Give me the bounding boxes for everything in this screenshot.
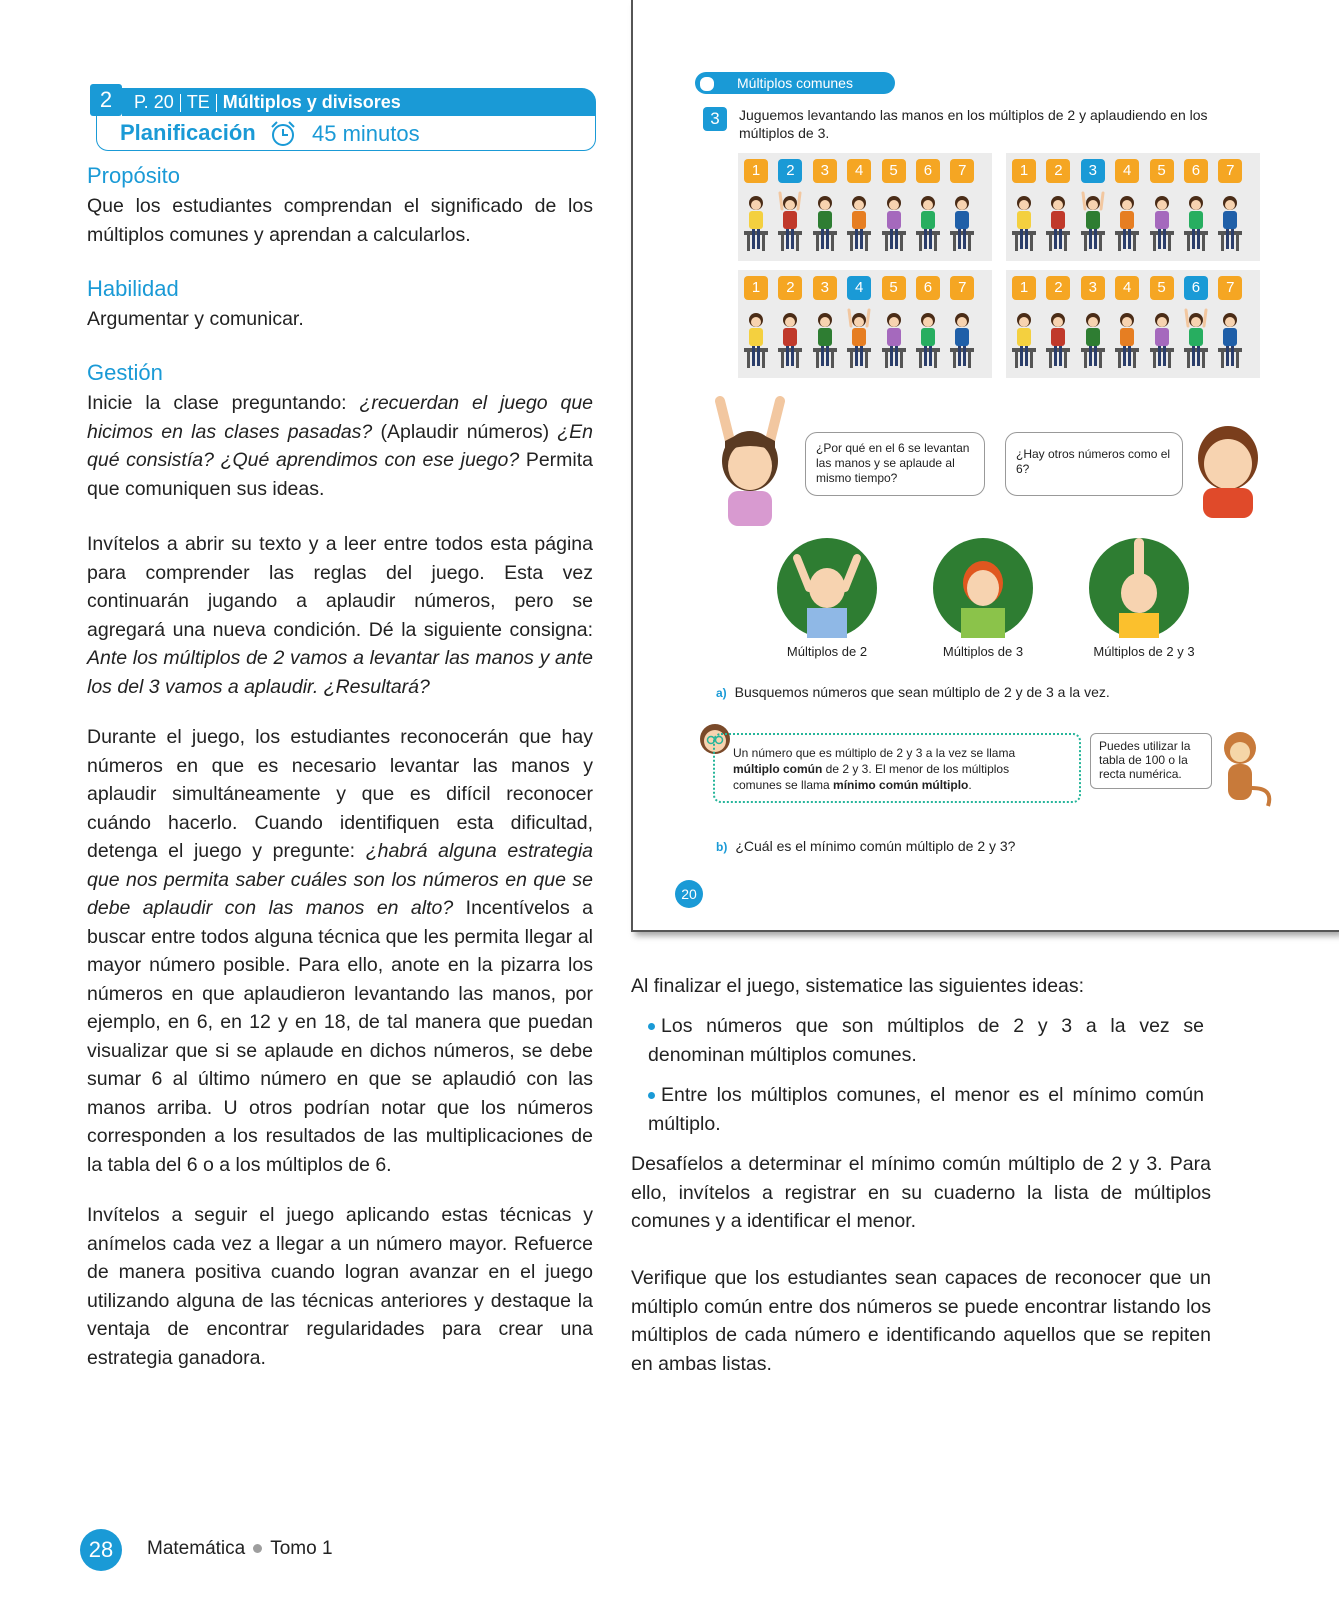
- game-panel: [738, 270, 992, 378]
- seated-child-icon: [847, 191, 871, 255]
- seated-child-icon: [916, 308, 940, 372]
- seated-child-icon: [1012, 308, 1036, 372]
- game-panel: [1006, 270, 1260, 378]
- kid-hands-up-circle: [777, 538, 877, 638]
- management-paragraph-2: Invítelos a abrir su texto y a leer entre todos esta página para comprender las reglas del juego. Esta vez continuarán jugando a aplaudir números, pero se agregará una nueva condición. Dé la siguiente consigna: Ante los múltiplos de 2 vamos a levantar las manos y ante los del 3 vamos a aplaudir. ¿Resultará?: [87, 533, 593, 698]
- number-tile: 3: [813, 159, 837, 183]
- bullet-dot-icon: [253, 1544, 262, 1553]
- number-tile: 4: [847, 159, 871, 183]
- girl-raising-hands-illustration: [700, 396, 800, 526]
- number-tile: 7: [950, 159, 974, 183]
- kid-clapping-hands-up-icon: [1089, 538, 1189, 638]
- question-text: Juguemos levantando las manos en los múltiplos de 2 y aplaudiendo en los múltiplos de 3.: [739, 107, 1208, 141]
- duration: 45 minutos: [312, 121, 420, 146]
- caption-multiples-2-3: Múltiplos de 2 y 3: [1093, 644, 1195, 659]
- number-tile: 3: [1081, 159, 1105, 183]
- bullet-dot-icon: [648, 1092, 655, 1099]
- number-tile: 6: [1184, 159, 1208, 183]
- seated-child-icon: [813, 308, 837, 372]
- number-tile: 5: [1150, 276, 1174, 300]
- number-tile: 3: [1081, 276, 1105, 300]
- item-b: b) ¿Cuál es el mínimo común múltiplo de 2 y 3?: [716, 838, 1016, 854]
- kid-clapping-circle: [933, 538, 1033, 638]
- number-tile: 5: [882, 276, 906, 300]
- number-tile: 2: [1046, 276, 1070, 300]
- kid-hands-up-icon: [777, 538, 877, 638]
- number-tile: 7: [1218, 276, 1242, 300]
- seated-child-icon: [916, 191, 940, 255]
- unit-number-badge: 2: [90, 84, 122, 116]
- seated-child-icon: [1115, 308, 1139, 372]
- number-tile: 7: [950, 276, 974, 300]
- kid-clapping-icon: [933, 538, 1033, 638]
- section-pill-label: Múltiplos comunes: [737, 75, 853, 91]
- seated-child-icon: [744, 308, 768, 372]
- seated-child-icon: [950, 191, 974, 255]
- seated-child-icon: [1184, 308, 1208, 372]
- header-bar: [122, 88, 596, 116]
- number-tile: 1: [1012, 276, 1036, 300]
- number-tile: 3: [813, 276, 837, 300]
- number-tile: 1: [744, 159, 768, 183]
- alarm-clock-icon: [268, 119, 298, 149]
- tip-box: Puedes utilizar la tabla de 100 o la recta numérica.: [1090, 733, 1212, 789]
- kid-both-circle: [1089, 538, 1189, 638]
- speech-bubble-left: ¿Por qué en el 6 se levantan las manos y se aplaude al mismo tiempo?: [805, 432, 985, 496]
- game-panel: [1006, 153, 1260, 261]
- purpose-text: Que los estudiantes comprendan el significado de los múltiplos comunes y aprendan a calcularlos.: [87, 195, 593, 246]
- right-paragraph-1: Desafíelos a determinar el mínimo común múltiplo de 2 y 3. Para ello, invítelos a registrar en su cuaderno la lista de múltiplos comunes y a identificar el menor.: [631, 1153, 1211, 1232]
- skill-heading: Habilidad: [87, 276, 179, 301]
- number-tile: 6: [916, 276, 940, 300]
- number-tile: 2: [778, 276, 802, 300]
- pill-dot-icon: [699, 76, 715, 92]
- seated-child-icon: [1115, 191, 1139, 255]
- number-tile: 4: [1115, 159, 1139, 183]
- number-tile: 1: [744, 276, 768, 300]
- number-tile: 4: [1115, 276, 1139, 300]
- question-number: 3: [703, 107, 727, 131]
- caption-multiples-2: Múltiplos de 2: [786, 644, 868, 659]
- seated-child-icon: [950, 308, 974, 372]
- number-tile: 6: [916, 159, 940, 183]
- seated-child-icon: [1012, 191, 1036, 255]
- seated-child-icon: [847, 308, 871, 372]
- skill-text: Argumentar y comunicar.: [87, 308, 304, 330]
- management-paragraph-1: Inicie la clase preguntando: ¿recuerdan el juego que hicimos en las clases pasadas? (Aplaudir números) ¿En qué consistía? ¿Qué aprendimos con ese juego? Permita que comuniquen sus ideas.: [87, 392, 594, 500]
- number-tile: 5: [882, 159, 906, 183]
- page-ref: P. 20: [134, 92, 174, 112]
- purpose-heading: Propósito: [87, 163, 180, 188]
- seated-child-icon: [1218, 308, 1242, 372]
- footer-subject: Matemática: [147, 1538, 246, 1559]
- seated-child-icon: [813, 191, 837, 255]
- seated-child-icon: [882, 191, 906, 255]
- footer-text: [147, 1538, 333, 1560]
- seated-child-icon: [1046, 191, 1070, 255]
- management-paragraph-3: Durante el juego, los estudiantes reconocerán que hay números en que es necesario levantar las manos y aplaudir simultáneamente y que es difícil reconocer cuándo hacerlo. Cuando identifiquen esta dificultad, detenga el juego y pregunte: ¿habrá alguna estrategia que nos permita saber cuáles son los números en que se debe aplaudir con las manos en alto? Incentívelos a buscar entre todos alguna técnica que les permita llegar al mayor número posible. Para ello, anote en la pizarra los números en que aplaudieron levantando las manos, por ejemplo, en 6, en 12 y en 18, de tal manera que puedan visualizar que si se aplaude en dichos números, se debe sumar 6 al último número en que se aplaudió con las manos arriba. U otros podrían notar que los números corresponden a los resultados de las multiplicaciones de la tabla del 6 o a los múltiplos de 6.: [87, 726, 594, 1176]
- game-panel: [738, 153, 992, 261]
- seated-child-icon: [778, 308, 802, 372]
- seated-child-icon: [778, 191, 802, 255]
- speech-bubble-right: ¿Hay otros números como el 6?: [1005, 432, 1183, 496]
- seated-child-icon: [1150, 308, 1174, 372]
- number-tile: 7: [1218, 159, 1242, 183]
- number-tile: 2: [778, 159, 802, 183]
- item-a: a) Busquemos números que sean múltiplo de 2 y de 3 a la vez.: [716, 684, 1110, 700]
- bullet-dot-icon: [648, 1023, 655, 1030]
- seated-child-icon: [1046, 308, 1070, 372]
- topic-title: Múltiplos y divisores: [222, 92, 401, 112]
- management-heading: Gestión: [87, 360, 163, 385]
- seated-child-icon: [1218, 191, 1242, 255]
- bullet-item-2: Entre los múltiplos comunes, el menor es el mínimo común múltiplo.: [648, 1084, 1204, 1135]
- boy-thinking-illustration: [1193, 418, 1263, 518]
- seated-child-icon: [1081, 308, 1105, 372]
- page-number: 28: [80, 1529, 122, 1571]
- student-page-number: 20: [675, 880, 703, 908]
- number-tile: 5: [1150, 159, 1174, 183]
- caption-multiples-3: Múltiplos de 3: [942, 644, 1024, 659]
- planning-label: Planificación: [120, 120, 256, 145]
- seated-child-icon: [1184, 191, 1208, 255]
- te-label: TE: [186, 92, 210, 112]
- right-intro: Al finalizar el juego, sistematice las siguientes ideas:: [631, 975, 1085, 997]
- footer-volume: Tomo 1: [270, 1538, 333, 1559]
- number-tile: 2: [1046, 159, 1070, 183]
- definition-box: Un número que es múltiplo de 2 y 3 a la vez se llama múltiplo común de 2 y 3. El menor de los múltiplos comunes se llama mínimo común múltiplo.: [713, 733, 1081, 803]
- seated-child-icon: [1081, 191, 1105, 255]
- seated-child-icon: [1150, 191, 1174, 255]
- right-paragraph-2: Verifique que los estudiantes sean capaces de reconocer que un múltiplo común entre dos números se puede encontrar listando los múltiplos de cada número e identificando aquellos que se repiten en ambas listas.: [631, 1267, 1211, 1375]
- number-tile: 1: [1012, 159, 1036, 183]
- management-paragraph-4: Invítelos a seguir el juego aplicando estas técnicas y anímelos cada vez a llegar a un número mayor. Refuerce de manera positiva cuando logran avanzar en el juego utilizando alguna de las técnicas anteriores y destaque la ventaja de encontrar regularidades para crear una estrategia ganadora.: [87, 1204, 593, 1369]
- bullet-item-1: Los números que son múltiplos de 2 y 3 a la vez se denominan múltiplos comunes.: [648, 1015, 1204, 1066]
- number-tile: 4: [847, 276, 871, 300]
- monkey-mascot-icon: [1212, 728, 1282, 818]
- seated-child-icon: [882, 308, 906, 372]
- section-pill: [695, 72, 895, 94]
- seated-child-icon: [744, 191, 768, 255]
- number-tile: 6: [1184, 276, 1208, 300]
